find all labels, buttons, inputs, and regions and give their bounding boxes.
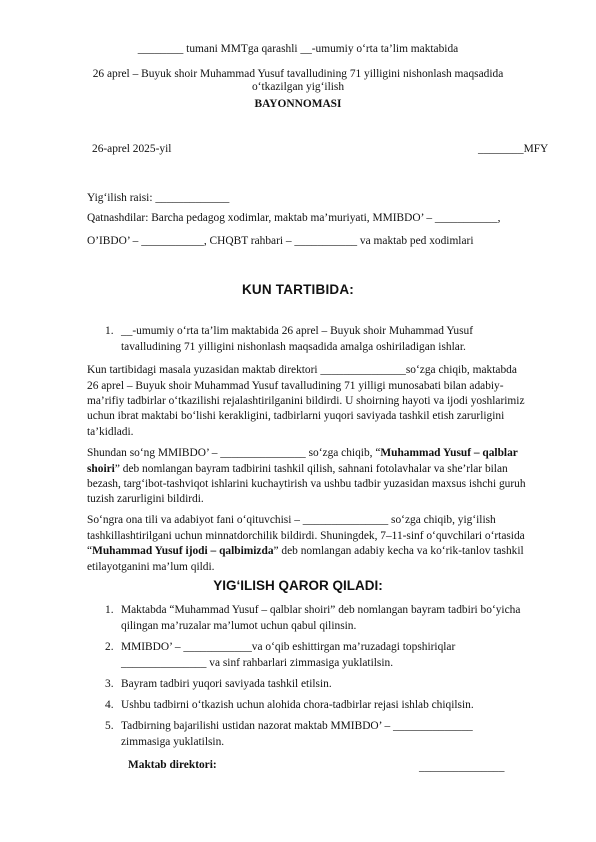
- paragraph-2-line: [87, 446, 518, 461]
- decision-item-number: 2.: [105, 641, 114, 653]
- decision-item-line: _______________ va sinf rahbarlari zimmasiga yuklatilsin.: [121, 657, 394, 669]
- paragraph-2-text: Shundan so‘ng MMIBDO’ – _______________ so‘zga chiqib, “: [87, 447, 381, 459]
- decision-item-number: 3.: [105, 678, 114, 690]
- paragraph-3-line: etilayotganini ma’lum qildi.: [87, 561, 215, 573]
- decision-item-line: Bayram tadbiri yuqori saviyada tashkil etilsin.: [121, 678, 332, 690]
- paragraph-1-line: uchun ibrat maktabi bo‘lishi kerakligini, tadbirlarni yuqori saviyada tashkil etish zarurligini: [87, 410, 505, 422]
- decision-item-line: Maktabda “Muhammad Yusuf – qalblar shoiri” deb nomlangan bayram tadbiri bo‘yicha: [121, 604, 521, 616]
- paragraph-3-line: So‘ngra ona tili va adabiyot fani o‘qituvchisi – _______________ so‘zga chiqib, yig‘ilish: [87, 514, 496, 526]
- paragraph-1-line: 26 aprel – Buyuk shoir Muhammad Yusuf tavalludining 71 yilligi munosabati bilan adabiy-: [87, 380, 504, 392]
- paragraph-2-line: bezash, targ‘ibot-tashviqot ishlarini kuchaytirish va ushbu tadbir yuzasidan maxsus ishchi guruh: [87, 478, 526, 490]
- agenda-item-number: 1.: [105, 325, 114, 337]
- mfy-field: ________MFY: [478, 143, 549, 155]
- evening-title-bold: Muhammad Yusuf ijodi – qalbimizda: [92, 545, 274, 557]
- participants-line-2: O’IBDO’ – ___________, CHQBT rahbari – ___________ va maktab ped xodimlari: [87, 235, 474, 247]
- header-line-2: 26 aprel – Buyuk shoir Muhammad Yusuf tavalludining 71 yilligini nishonlash maqsadida: [92, 68, 504, 80]
- agenda-item-line-1: __-umumiy o‘rta ta’lim maktabida 26 aprel – Buyuk shoir Muhammad Yusuf: [121, 325, 473, 337]
- decision-item-number: 4.: [105, 699, 114, 711]
- paragraph-2-line: tuzish zarurligini bildirdi.: [87, 493, 204, 505]
- signature-label: Maktab direktori:: [128, 759, 217, 771]
- paragraph-3-line: tashkillashtirilgani uchun minnatdorchilik bildirdi. Shuningdek, 7–11-sinf o‘quvchilari o‘rtasida: [87, 530, 525, 542]
- agenda-title: KUN TARTIBIDA:: [241, 282, 355, 297]
- decision-item-line: Tadbirning bajarilishi ustidan nazorat maktab MMIBDO’ – ______________: [121, 720, 473, 732]
- paragraph-3-line: [87, 544, 524, 559]
- header-line-1: ________ tumani MMTga qarashli __-umumiy o‘rta ta’lim maktabida: [137, 43, 459, 55]
- decision-item-number: 5.: [105, 720, 114, 732]
- agenda-item-line-2: tavalludining 71 yilligini nishonlash maqsadida amalga oshiriladigan ishlar.: [121, 341, 466, 353]
- participants-line-1: Qatnashdilar: Barcha pedagog xodimlar, maktab ma’muriyati, MMIBDO’ – ___________,: [87, 212, 501, 224]
- paragraph-2-text: ” deb nomlangan bayram tadbirini tashkil qilish, sahnani fotolavhalar va she’rlar bilan: [114, 463, 508, 475]
- decision-item-line: zimmasiga yuklatilsin.: [121, 736, 225, 748]
- paragraph-1-line: ma’rifiy tadbirlar o‘tkazilishi rejalashtirilganini bildirdi. U shoirning hayoti va ijodi yoshlarimiz: [87, 395, 525, 407]
- decision-item-number: 1.: [105, 604, 114, 616]
- paragraph-1-line: ta’kidladi.: [87, 426, 134, 438]
- event-title-bold: shoiri: [87, 463, 115, 475]
- paragraph-1-line: Kun tartibidagi masala yuzasidan maktab direktori _______________so‘zga chiqib, maktabda: [87, 364, 517, 376]
- paragraph-2-line: [87, 462, 508, 477]
- document-title: BAYONNOMASI: [254, 98, 342, 110]
- decision-item-line: Ushbu tadbirni o‘tkazish uchun alohida chora-tadbirlar rejasi ishlab chiqilsin.: [121, 699, 474, 711]
- decision-title: YIG‘ILISH QAROR QILADI:: [213, 578, 383, 593]
- paragraph-3-text: ” deb nomlangan adabiy kecha va ko‘rik-tanlov tashkil: [273, 545, 524, 557]
- event-title-bold: Muhammad Yusuf – qalblar: [380, 447, 518, 459]
- header-line-3: o‘tkazilgan yig‘ilish: [251, 81, 345, 93]
- meeting-date: 26-aprel 2025-yil: [92, 143, 172, 155]
- decision-item-line: qilingan ma’ruzalar ma’lumot uchun qabul qilinsin.: [121, 620, 357, 632]
- paragraph-3-text: “: [87, 545, 93, 557]
- decision-item-line: MMIBDO’ – ____________va o‘qib eshittirgan ma’ruzadagi topshiriqlar: [121, 641, 456, 653]
- signature-line: _______________: [419, 761, 505, 773]
- chair-line: Yig‘ilish raisi: _____________: [87, 192, 230, 204]
